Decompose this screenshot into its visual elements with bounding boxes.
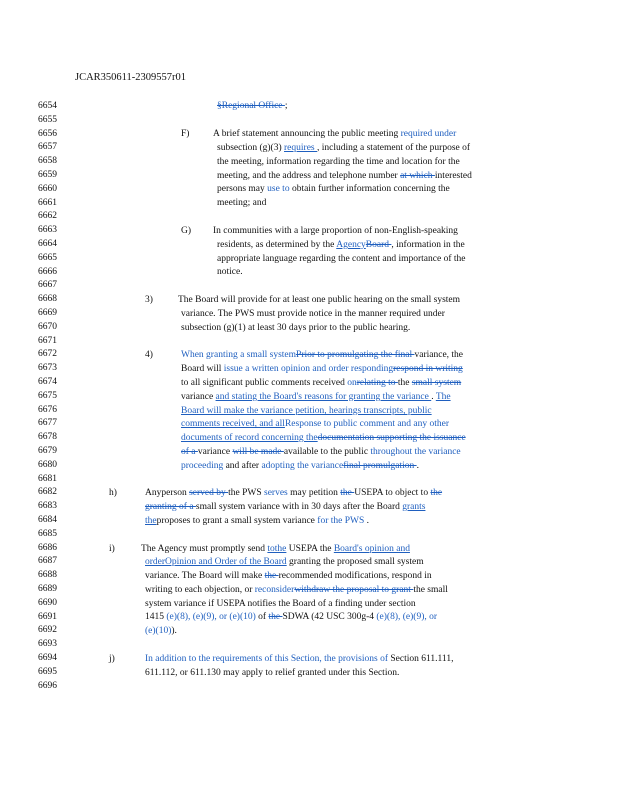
text-line-6654 [217, 100, 288, 114]
text-segment: use to [267, 184, 290, 194]
line-number: 6658 [38, 156, 57, 167]
text-segment: Board will make the variance petition, hearings transcripts, public [181, 406, 432, 416]
text-segment: , including a statement of the purpose of [317, 143, 471, 153]
line-number: 6657 [38, 142, 57, 153]
text-line-6673 [181, 363, 463, 377]
text-line-6666 [217, 266, 243, 280]
line-number: 6691 [38, 611, 57, 622]
text-line-6672 [181, 349, 463, 363]
text-segment: (e)(10) [145, 626, 172, 636]
text-line-6680 [181, 460, 419, 474]
text-line-6682 [145, 487, 442, 501]
text-segment: of [255, 612, 269, 622]
line-number: 6661 [38, 197, 57, 208]
text-segment: adopting the variance [261, 461, 344, 471]
text-line-6677 [181, 418, 449, 432]
text-segment: (e)(8), (e)(9), or (e)(10) [166, 612, 256, 622]
text-line-6656 [213, 128, 456, 142]
text-line-6688 [145, 570, 432, 584]
line-number: 6673 [38, 363, 57, 374]
text-segment: . [416, 461, 419, 471]
text-segment: residents, as determined by the [217, 240, 337, 250]
item-label-h: h) [109, 488, 117, 498]
text-line-6674 [181, 377, 461, 391]
text-segment: comments received, and all [181, 419, 285, 429]
text-line-6691 [145, 611, 437, 625]
text-segment: notice. [217, 267, 243, 277]
line-number: 6678 [38, 432, 57, 443]
text-segment: issue a written opinion and order responding [223, 364, 394, 374]
text-segment: may petition [287, 488, 341, 498]
text-line-6687 [145, 556, 424, 570]
text-line-6679 [181, 446, 461, 460]
line-number: 6665 [38, 252, 57, 263]
text-segment: . [366, 516, 369, 526]
text-segment: will be made [232, 447, 284, 457]
text-line-6661 [217, 197, 266, 211]
text-segment: . [431, 392, 436, 402]
line-number: 6666 [38, 266, 57, 277]
text-segment: documents of record concerning the [181, 433, 318, 443]
text-segment: The Board will provide for at least one public hearing on the small system [178, 295, 461, 305]
item-label-4: 4) [145, 350, 153, 360]
text-segment: of a [181, 447, 198, 457]
line-number: 6669 [38, 308, 57, 318]
text-line-6683 [145, 501, 425, 515]
text-segment: Any [145, 488, 162, 498]
line-number: 6662 [38, 211, 57, 222]
text-segment: the meeting, information regarding the time and location for the [217, 157, 460, 167]
text-line-6668 [178, 294, 460, 308]
text-segment: the [430, 488, 443, 498]
text-segment: the [340, 488, 355, 498]
text-segment: §Regional Office [217, 101, 285, 111]
line-number: 6674 [38, 377, 57, 387]
text-segment: relating to [356, 378, 398, 388]
text-segment: orderOpinion and Order of the Board [145, 557, 287, 567]
line-number: 6690 [38, 597, 57, 608]
text-segment: Section 611.111, [390, 654, 454, 664]
text-segment: variance [197, 447, 233, 457]
text-segment: for the PWS [317, 516, 367, 526]
text-segment: USEPA the [286, 544, 334, 554]
text-segment: variance. The Board will make [145, 571, 265, 581]
line-number: 6681 [38, 473, 57, 484]
text-line-6659 [217, 170, 472, 184]
line-number: 6672 [38, 349, 57, 360]
text-segment: Response to public comment and any other [284, 419, 450, 429]
text-segment: When granting a small system [181, 350, 297, 360]
text-segment: to all significant public comments received [181, 378, 348, 388]
text-segment: In communities with a large proportion of non-English-speaking [213, 226, 458, 236]
text-line-6686 [141, 543, 410, 557]
item-label-i: i) [109, 544, 115, 554]
line-number: 6675 [38, 390, 57, 401]
text-segment: reconsider [254, 585, 295, 595]
text-line-6676 [181, 405, 432, 419]
line-number: 6689 [38, 584, 57, 594]
text-segment: final promulgation [343, 461, 417, 471]
text-segment: appropriate language regarding the content and importance of the [217, 254, 466, 264]
text-segment: A brief statement announcing the public meeting [213, 129, 401, 139]
line-number: 6682 [38, 487, 57, 498]
text-segment: Board will [181, 364, 224, 374]
text-segment: small system [411, 378, 462, 388]
text-segment: requires [284, 143, 317, 153]
text-segment: subsection (g)(1) at least 30 days prior to the public hearing. [181, 323, 411, 333]
text-line-6670 [181, 322, 410, 336]
text-segment: the PWS [228, 488, 265, 498]
line-number: 6696 [38, 680, 57, 691]
text-segment: on [347, 378, 357, 388]
line-number: 6692 [38, 625, 57, 636]
text-segment: Agency [336, 240, 366, 250]
text-segment: proceeding [181, 461, 224, 471]
text-segment: 1415 [145, 612, 167, 622]
text-segment: grants [402, 502, 426, 512]
text-segment: the [397, 378, 412, 388]
line-number: 6654 [38, 101, 57, 111]
text-segment: USEPA to object to [354, 488, 431, 498]
text-segment: available to the public [283, 447, 371, 457]
line-number: 6683 [38, 501, 57, 512]
text-segment: and stating the Board's reasons for granting the variance [215, 392, 432, 402]
line-number: 6664 [38, 239, 57, 249]
line-number: 6685 [38, 528, 57, 539]
text-segment: documentation supporting the issuance [317, 433, 466, 443]
item-label-j: j) [109, 654, 115, 664]
text-segment: Board [365, 240, 392, 250]
text-segment: The [435, 392, 451, 402]
text-line-6694 [145, 653, 453, 667]
text-line-6695 [145, 667, 399, 681]
text-segment: proposes to grant a small system variance [156, 516, 318, 526]
line-number: 6676 [38, 404, 57, 415]
text-segment: granting the proposed small system [286, 557, 424, 567]
line-number: 6660 [38, 183, 57, 194]
text-segment: withdraw the proposal to grant [294, 585, 414, 595]
text-segment: granting of a [145, 502, 196, 512]
item-label-f: F) [181, 129, 190, 139]
line-number: 6693 [38, 639, 57, 650]
text-line-6678 [181, 432, 466, 446]
text-line-6684 [145, 515, 369, 529]
text-segment: persons may [217, 184, 268, 194]
text-line-6690 [145, 598, 416, 612]
line-number: 6694 [38, 653, 57, 663]
text-segment: ). [171, 626, 177, 636]
text-segment: subsection (g)(3) [217, 143, 285, 153]
text-segment: serves [264, 488, 288, 498]
text-segment: person [161, 488, 190, 498]
text-line-6675 [181, 391, 451, 405]
text-segment: writing to each objection, or [145, 585, 255, 595]
text-segment: respond in writing [393, 364, 463, 374]
text-segment: the [145, 516, 157, 526]
text-segment: the small [413, 585, 448, 595]
text-segment: meeting; and [217, 198, 267, 208]
text-segment: variance. The PWS must provide notice in the manner required under [181, 309, 445, 319]
text-segment: Prior to promulgating the final [296, 350, 415, 360]
text-segment: variance, the [414, 350, 464, 360]
text-segment: interested [434, 171, 472, 181]
text-segment: meeting, and the address and telephone number [217, 171, 401, 181]
line-number: 6667 [38, 280, 57, 291]
text-segment: throughout the variance [370, 447, 461, 457]
text-line-6689 [145, 584, 448, 598]
line-number: 6671 [38, 335, 57, 346]
text-line-6663 [213, 225, 458, 239]
text-line-6669 [181, 308, 445, 322]
text-line-6660 [217, 183, 450, 197]
line-number: 6668 [38, 294, 57, 305]
line-number: 6663 [38, 225, 57, 236]
line-number: 6687 [38, 556, 57, 567]
line-number: 6655 [38, 114, 57, 125]
text-line-6658 [217, 156, 460, 170]
text-segment: system variance if USEPA notifies the Board of a finding under section [145, 599, 416, 609]
text-segment: SDWA (42 USC 300g-4 [282, 612, 377, 622]
text-segment: (e)(8), (e)(9), or [376, 612, 438, 622]
line-number: 6679 [38, 446, 57, 456]
text-segment: the [264, 571, 279, 581]
text-segment: ; [284, 101, 288, 111]
line-number: 6695 [38, 666, 57, 677]
text-line-6664 [217, 239, 465, 253]
text-segment: the [268, 612, 283, 622]
text-segment: at which [400, 171, 435, 181]
text-line-6665 [217, 253, 465, 267]
item-label-3: 3) [145, 295, 153, 305]
text-segment: Board's opinion and [333, 544, 410, 554]
item-label-g: G) [181, 226, 192, 236]
line-number: 6677 [38, 418, 57, 429]
text-segment: obtain further information concerning the [289, 184, 450, 194]
text-segment: small system variance with in 30 days after the Board [195, 502, 403, 512]
line-number: 6688 [38, 570, 57, 581]
text-segment: recommended modifications, respond in [278, 571, 432, 581]
text-segment: The Agency must promptly send [141, 544, 268, 554]
line-number: 6656 [38, 128, 57, 139]
text-segment: In addition to the requirements of this Section, the provisions of [145, 654, 391, 664]
line-number: 6686 [38, 542, 57, 553]
line-number: 6659 [38, 170, 57, 180]
line-number: 6680 [38, 459, 57, 470]
text-segment: required under [400, 129, 457, 139]
line-number: 6670 [38, 321, 57, 332]
text-segment: 611.112, or 611.130 may apply to relief granted under this Section. [145, 668, 400, 678]
document-header: JCAR350611-2309557r01 [75, 72, 187, 83]
text-segment: tothe [267, 544, 287, 554]
text-segment: , information in the [391, 240, 465, 250]
text-line-6692 [145, 625, 177, 639]
text-segment: and after [223, 461, 262, 471]
text-segment: variance [181, 392, 216, 402]
text-line-6657 [217, 142, 470, 156]
text-segment: served by [189, 488, 229, 498]
line-number: 6684 [38, 515, 57, 525]
